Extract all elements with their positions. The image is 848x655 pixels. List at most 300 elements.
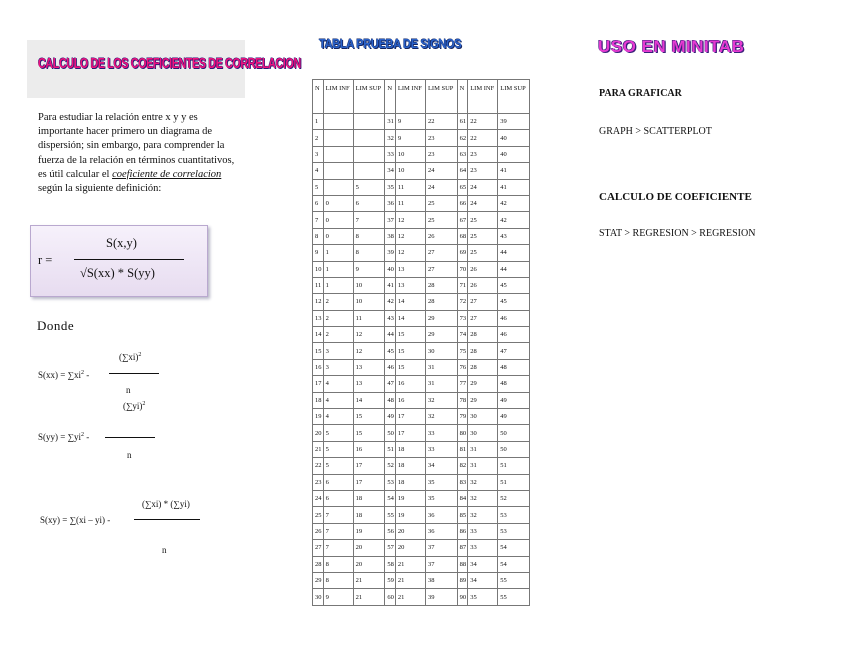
table-cell: 10 xyxy=(353,277,385,293)
table-cell: 24 xyxy=(468,179,498,195)
table-cell: 19 xyxy=(395,490,425,506)
table-cell: 27 xyxy=(425,261,457,277)
table-row xyxy=(313,163,530,179)
graph-menu-path: GRAPH > SCATTERPLOT xyxy=(599,126,712,137)
table-cell: 1 xyxy=(313,114,324,130)
table-cell: 7 xyxy=(323,523,353,539)
table-cell: 52 xyxy=(385,458,396,474)
table-row xyxy=(313,212,530,228)
table-cell: 24 xyxy=(425,163,457,179)
table-cell: 69 xyxy=(457,245,468,261)
table-cell: 17 xyxy=(395,409,425,425)
table-cell: 5 xyxy=(323,458,353,474)
table-cell: 1 xyxy=(323,245,353,261)
table-cell: 57 xyxy=(385,540,396,556)
table-cell xyxy=(353,146,385,162)
sxy-fraction-line xyxy=(134,519,200,520)
table-cell: 22 xyxy=(468,114,498,130)
table-cell: 15 xyxy=(313,343,324,359)
table-cell: 44 xyxy=(498,261,530,277)
table-row xyxy=(313,245,530,261)
table-cell: 7 xyxy=(323,540,353,556)
table-cell: 88 xyxy=(457,556,468,572)
table-cell: 18 xyxy=(395,441,425,457)
sign-test-table xyxy=(312,79,530,606)
table-cell: 31 xyxy=(385,114,396,130)
table-cell: 6 xyxy=(353,195,385,211)
table-cell: 17 xyxy=(353,474,385,490)
table-cell: 6 xyxy=(323,474,353,490)
table-cell: 19 xyxy=(313,409,324,425)
table-cell: 15 xyxy=(353,425,385,441)
table-cell: 45 xyxy=(385,343,396,359)
table-row xyxy=(313,359,530,375)
table-cell: 12 xyxy=(353,327,385,343)
table-cell: 87 xyxy=(457,540,468,556)
table-cell: 3 xyxy=(323,359,353,375)
table-cell: 50 xyxy=(498,425,530,441)
table-cell: 2 xyxy=(323,294,353,310)
table-cell: 19 xyxy=(353,523,385,539)
table-cell: 33 xyxy=(425,425,457,441)
table-cell: 38 xyxy=(385,228,396,244)
table-cell: 33 xyxy=(425,441,457,457)
table-cell: 23 xyxy=(425,146,457,162)
table-cell: 16 xyxy=(353,441,385,457)
table-cell xyxy=(353,163,385,179)
table-cell: 8 xyxy=(323,556,353,572)
table-cell: 20 xyxy=(353,540,385,556)
table-row xyxy=(313,294,530,310)
correlation-title: CALCULO DE LOS COEFICIENTES DE CORRELACION xyxy=(38,56,301,72)
table-cell: 21 xyxy=(353,589,385,605)
table-cell: 39 xyxy=(385,245,396,261)
table-cell: 61 xyxy=(457,114,468,130)
table-cell: 0 xyxy=(323,195,353,211)
table-cell: 81 xyxy=(457,441,468,457)
coefficient-heading: CALCULO DE COEFICIENTE xyxy=(599,191,752,203)
table-cell: 30 xyxy=(425,343,457,359)
column-header: LIM INF xyxy=(323,80,353,114)
table-cell: 21 xyxy=(353,572,385,588)
column-header: N xyxy=(313,80,324,114)
table-cell: 29 xyxy=(313,572,324,588)
table-cell: 41 xyxy=(498,179,530,195)
table-cell: 18 xyxy=(313,392,324,408)
table-cell: 77 xyxy=(457,376,468,392)
table-cell: 51 xyxy=(498,474,530,490)
table-cell: 41 xyxy=(385,277,396,293)
coefficient-term: coeficiente de correlacion xyxy=(112,168,222,180)
table-cell: 82 xyxy=(457,458,468,474)
table-cell xyxy=(323,163,353,179)
table-cell xyxy=(323,130,353,146)
table-cell: 9 xyxy=(313,245,324,261)
column-header: LIM INF xyxy=(468,80,498,114)
table-cell: 15 xyxy=(395,343,425,359)
table-cell: 3 xyxy=(323,343,353,359)
table-cell: 25 xyxy=(425,212,457,228)
table-row xyxy=(313,392,530,408)
table-cell: 38 xyxy=(425,572,457,588)
table-cell: 54 xyxy=(498,540,530,556)
table-row xyxy=(313,261,530,277)
column-header: N xyxy=(457,80,468,114)
sxx-denominator: n xyxy=(126,385,131,395)
table-cell: 52 xyxy=(498,490,530,506)
table-cell: 10 xyxy=(353,294,385,310)
table-cell: 23 xyxy=(313,474,324,490)
table-cell: 20 xyxy=(395,540,425,556)
table-cell: 42 xyxy=(498,195,530,211)
donde-label: Donde xyxy=(37,318,75,333)
table-cell: 1 xyxy=(323,277,353,293)
syy-denominator: n xyxy=(127,450,132,460)
table-cell: 17 xyxy=(353,458,385,474)
table-cell: 13 xyxy=(395,261,425,277)
sxy-denominator: n xyxy=(162,545,167,555)
table-cell: 30 xyxy=(313,589,324,605)
table-row xyxy=(313,589,530,605)
table-cell: 49 xyxy=(498,409,530,425)
table-cell: 15 xyxy=(353,409,385,425)
table-cell: 25 xyxy=(313,507,324,523)
table-cell: 15 xyxy=(395,359,425,375)
table-cell: 34 xyxy=(425,458,457,474)
table-cell: 23 xyxy=(425,130,457,146)
table-cell: 10 xyxy=(395,163,425,179)
table-cell: 31 xyxy=(468,458,498,474)
table-cell: 32 xyxy=(468,474,498,490)
table-row xyxy=(313,114,530,130)
table-cell: 46 xyxy=(385,359,396,375)
table-cell: 25 xyxy=(425,195,457,211)
table-cell: 5 xyxy=(313,179,324,195)
table-cell: 46 xyxy=(498,310,530,326)
table-cell: 33 xyxy=(385,146,396,162)
table-cell: 14 xyxy=(353,392,385,408)
table-cell xyxy=(353,114,385,130)
formula-numerator: S(x,y) xyxy=(106,236,137,250)
table-row xyxy=(313,343,530,359)
column-header: LIM INF xyxy=(395,80,425,114)
table-cell: 51 xyxy=(385,441,396,457)
table-cell: 9 xyxy=(395,130,425,146)
table-cell: 2 xyxy=(323,327,353,343)
table-cell: 35 xyxy=(425,474,457,490)
table-row xyxy=(313,277,530,293)
table-cell: 23 xyxy=(468,146,498,162)
table-cell: 7 xyxy=(353,212,385,228)
table-cell: 42 xyxy=(498,212,530,228)
table-cell: 14 xyxy=(395,294,425,310)
table-cell: 32 xyxy=(425,409,457,425)
table-cell: 21 xyxy=(395,556,425,572)
table-row xyxy=(313,490,530,506)
table-cell: 35 xyxy=(385,179,396,195)
syy-fraction-line xyxy=(105,437,155,438)
minitab-title: USO EN MINITAB xyxy=(598,37,745,56)
table-cell: 42 xyxy=(385,294,396,310)
table-cell: 26 xyxy=(468,277,498,293)
table-cell: 41 xyxy=(498,163,530,179)
table-row xyxy=(313,179,530,195)
table-cell: 10 xyxy=(395,146,425,162)
table-cell: 22 xyxy=(425,114,457,130)
sign-test-title: TABLA PRUEBA DE SIGNOS xyxy=(319,36,462,51)
table-cell: 50 xyxy=(385,425,396,441)
table-cell: 71 xyxy=(457,277,468,293)
table-cell: 4 xyxy=(313,163,324,179)
coefficient-menu-path: STAT > REGRESION > REGRESION xyxy=(599,228,756,239)
table-cell: 12 xyxy=(395,228,425,244)
table-cell: 67 xyxy=(457,212,468,228)
table-cell: 54 xyxy=(385,490,396,506)
table-cell: 5 xyxy=(323,441,353,457)
table-cell: 53 xyxy=(498,507,530,523)
formula-fraction-line xyxy=(74,259,184,260)
table-cell: 9 xyxy=(395,114,425,130)
table-cell: 9 xyxy=(353,261,385,277)
table-cell: 13 xyxy=(313,310,324,326)
table-cell: 31 xyxy=(468,441,498,457)
table-cell: 33 xyxy=(468,540,498,556)
table-row xyxy=(313,572,530,588)
table-cell: 1 xyxy=(323,261,353,277)
table-cell: 18 xyxy=(353,490,385,506)
table-cell: 43 xyxy=(498,228,530,244)
table-cell: 59 xyxy=(385,572,396,588)
table-cell: 74 xyxy=(457,327,468,343)
table-cell: 18 xyxy=(395,458,425,474)
column-header: LIM SUP xyxy=(498,80,530,114)
column-header: LIM SUP xyxy=(353,80,385,114)
table-cell: 17 xyxy=(395,425,425,441)
table-row xyxy=(313,425,530,441)
table-cell: 16 xyxy=(395,376,425,392)
table-cell: 30 xyxy=(468,409,498,425)
table-cell: 22 xyxy=(313,458,324,474)
table-row xyxy=(313,228,530,244)
table-cell: 48 xyxy=(498,376,530,392)
table-cell: 16 xyxy=(313,359,324,375)
table-cell: 2 xyxy=(313,130,324,146)
table-cell: 24 xyxy=(313,490,324,506)
table-cell xyxy=(323,146,353,162)
table-cell: 20 xyxy=(353,556,385,572)
table-cell: 50 xyxy=(498,441,530,457)
table-cell: 28 xyxy=(425,277,457,293)
table-cell: 14 xyxy=(313,327,324,343)
table-cell: 54 xyxy=(498,556,530,572)
table-cell: 20 xyxy=(395,523,425,539)
table-cell: 0 xyxy=(323,212,353,228)
table-cell: 25 xyxy=(468,212,498,228)
table-cell: 17 xyxy=(313,376,324,392)
table-cell: 36 xyxy=(385,195,396,211)
table-cell: 36 xyxy=(425,523,457,539)
table-cell: 33 xyxy=(468,523,498,539)
table-row xyxy=(313,327,530,343)
table-cell: 6 xyxy=(323,490,353,506)
table-cell: 12 xyxy=(313,294,324,310)
table-cell: 37 xyxy=(425,556,457,572)
table-cell: 11 xyxy=(353,310,385,326)
table-cell: 12 xyxy=(395,212,425,228)
graph-heading: PARA GRAFICAR xyxy=(599,88,682,99)
table-cell: 75 xyxy=(457,343,468,359)
table-cell: 35 xyxy=(425,490,457,506)
table-cell: 4 xyxy=(323,409,353,425)
table-cell xyxy=(323,179,353,195)
syy-numerator: $(\sum yi)^2$ xyxy=(123,401,146,411)
table-cell: 40 xyxy=(498,146,530,162)
table-cell: 24 xyxy=(425,179,457,195)
table-cell: 36 xyxy=(425,507,457,523)
table-cell: 45 xyxy=(498,277,530,293)
column-header: N xyxy=(385,80,396,114)
sxy-numerator: (∑xi) * (∑yi) xyxy=(142,499,190,509)
table-header-row xyxy=(313,80,530,114)
table-cell: 11 xyxy=(313,277,324,293)
table-cell: 27 xyxy=(468,294,498,310)
table-cell: 39 xyxy=(498,114,530,130)
table-cell: 68 xyxy=(457,228,468,244)
table-cell: 29 xyxy=(468,392,498,408)
table-cell: 9 xyxy=(323,589,353,605)
table-cell: 53 xyxy=(385,474,396,490)
table-cell: 25 xyxy=(468,245,498,261)
table-cell: 29 xyxy=(425,310,457,326)
table-cell: 7 xyxy=(323,507,353,523)
table-cell: 37 xyxy=(385,212,396,228)
table-cell: 63 xyxy=(457,146,468,162)
table-cell: 55 xyxy=(498,589,530,605)
table-cell: 6 xyxy=(313,195,324,211)
table-cell: 21 xyxy=(395,589,425,605)
table-cell: 3 xyxy=(313,146,324,162)
table-cell: 25 xyxy=(468,228,498,244)
table-cell: 65 xyxy=(457,179,468,195)
table-cell: 46 xyxy=(498,327,530,343)
table-cell: 0 xyxy=(323,228,353,244)
table-cell: 18 xyxy=(353,507,385,523)
table-cell: 26 xyxy=(313,523,324,539)
table-row xyxy=(313,146,530,162)
table-cell: 47 xyxy=(498,343,530,359)
table-cell: 51 xyxy=(498,458,530,474)
table-cell: 39 xyxy=(425,589,457,605)
table-cell: 20 xyxy=(313,425,324,441)
table-cell: 26 xyxy=(425,228,457,244)
sxy-lhs: S(xy) = ∑(xi – yi) - xyxy=(40,515,111,525)
table-cell: 5 xyxy=(353,179,385,195)
table-cell: 66 xyxy=(457,195,468,211)
table-cell: 10 xyxy=(313,261,324,277)
table-cell: 29 xyxy=(468,376,498,392)
table-cell: 19 xyxy=(395,507,425,523)
table-cell: 34 xyxy=(468,572,498,588)
table-cell: 4 xyxy=(323,392,353,408)
formula-denominator: √S(xx) * S(yy) xyxy=(80,266,155,280)
table-cell: 56 xyxy=(385,523,396,539)
table-cell: 16 xyxy=(395,392,425,408)
table-cell: 37 xyxy=(425,540,457,556)
sxx-lhs: $S(xx) = \sum xi^2$ - xyxy=(38,370,90,380)
table-cell: 13 xyxy=(353,359,385,375)
table-cell: 84 xyxy=(457,490,468,506)
table-cell: 53 xyxy=(498,523,530,539)
table-cell: 13 xyxy=(353,376,385,392)
table-cell: 45 xyxy=(498,294,530,310)
table-cell: 28 xyxy=(468,359,498,375)
table-cell: 8 xyxy=(353,245,385,261)
table-cell: 5 xyxy=(323,425,353,441)
table-row xyxy=(313,441,530,457)
table-cell: 60 xyxy=(385,589,396,605)
table-row xyxy=(313,376,530,392)
table-cell: 21 xyxy=(395,572,425,588)
table-cell: 12 xyxy=(395,245,425,261)
table-cell: 28 xyxy=(313,556,324,572)
table-cell: 31 xyxy=(425,376,457,392)
table-cell: 11 xyxy=(395,195,425,211)
table-row xyxy=(313,540,530,556)
table-cell: 29 xyxy=(425,327,457,343)
table-cell: 14 xyxy=(395,310,425,326)
table-cell: 28 xyxy=(468,343,498,359)
table-cell xyxy=(353,130,385,146)
table-cell: 85 xyxy=(457,507,468,523)
formula-lhs: r = xyxy=(38,253,53,267)
table-cell: 40 xyxy=(385,261,396,277)
table-cell: 32 xyxy=(468,507,498,523)
table-cell: 55 xyxy=(498,572,530,588)
table-cell: 4 xyxy=(323,376,353,392)
table-cell: 15 xyxy=(395,327,425,343)
table-cell: 40 xyxy=(498,130,530,146)
intro-text: Para estudiar la relación entre x y y es importante hacer primero un diagrama de dispersión; sin embargo, para comprender la fuerza de la relación en términos cuantitativos, es útil calcular el xyxy=(38,112,235,180)
table-cell: 80 xyxy=(457,425,468,441)
table-cell: 62 xyxy=(457,130,468,146)
table-row xyxy=(313,195,530,211)
table-cell: 43 xyxy=(385,310,396,326)
table-cell: 27 xyxy=(468,310,498,326)
intro-paragraph xyxy=(38,111,243,196)
table-cell: 73 xyxy=(457,310,468,326)
table-cell: 28 xyxy=(468,327,498,343)
table-cell: 27 xyxy=(425,245,457,261)
table-row xyxy=(313,523,530,539)
table-cell: 31 xyxy=(425,359,457,375)
table-cell: 58 xyxy=(385,556,396,572)
table-row xyxy=(313,458,530,474)
table-row xyxy=(313,409,530,425)
table-cell: 22 xyxy=(468,130,498,146)
table-row xyxy=(313,130,530,146)
table-cell: 44 xyxy=(385,327,396,343)
table-cell: 83 xyxy=(457,474,468,490)
table-cell: 32 xyxy=(425,392,457,408)
table-cell: 18 xyxy=(395,474,425,490)
table-cell: 32 xyxy=(385,130,396,146)
table-cell: 72 xyxy=(457,294,468,310)
table-cell: 28 xyxy=(425,294,457,310)
table-cell: 35 xyxy=(468,589,498,605)
table-cell: 44 xyxy=(498,245,530,261)
table-cell: 8 xyxy=(353,228,385,244)
table-cell: 48 xyxy=(385,392,396,408)
